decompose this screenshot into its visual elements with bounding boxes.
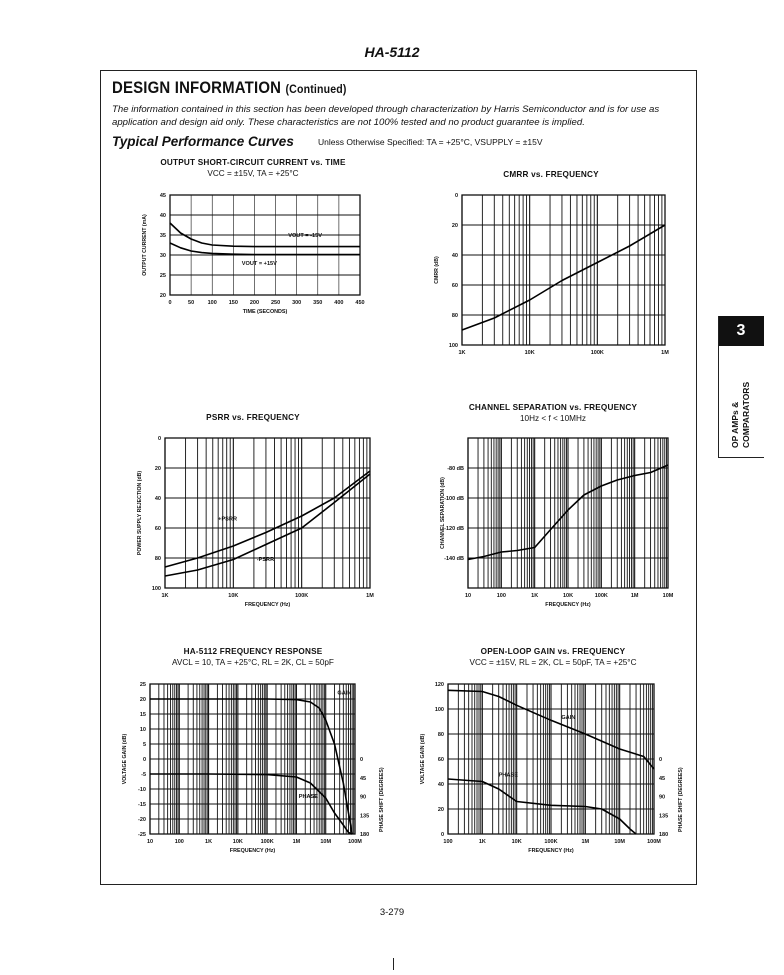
psrr-y-label: POWER SUPPLY REJECTION (dB) xyxy=(137,470,143,556)
channel-separation-y-tick-label: -140 dB xyxy=(444,556,464,562)
channel-separation-grid xyxy=(468,438,668,588)
channel-separation-x-tick-label: 1K xyxy=(531,593,539,599)
cmrr-y-tick-label: 40 xyxy=(451,253,458,259)
cmrr-series-0 xyxy=(462,225,665,330)
psrr-chart xyxy=(120,430,380,620)
channel-separation-chart xyxy=(420,430,680,615)
open-loop-x-label: FREQUENCY (Hz) xyxy=(528,848,574,854)
open-loop-y-label: VOLTAGE GAIN (dB) xyxy=(420,733,426,785)
freq-response-y2-tick-label: 0 xyxy=(360,757,364,763)
freq-response-y2-tick-label: 135 xyxy=(360,813,370,820)
channel-separation-x-tick-label: 10K xyxy=(562,593,574,599)
psrr-plot-frame xyxy=(165,438,370,588)
open-loop-x-tick-label: 1K xyxy=(478,839,486,845)
short-circuit-x-tick-label: 100 xyxy=(207,300,217,306)
open-loop-series-1 xyxy=(448,779,636,834)
short-circuit-x-label: TIME (SECONDS) xyxy=(242,309,288,315)
cmrr-y-label: CMRR (dB) xyxy=(434,256,440,284)
freq-response-grid xyxy=(150,684,355,834)
freq-response-y2-tick-label: 180 xyxy=(360,832,370,838)
psrr-series-label-0: +PSRR xyxy=(218,516,237,523)
channel-separation-x-tick-label: 100 xyxy=(496,593,506,599)
section-title-suffix: (Continued) xyxy=(285,82,347,96)
short-circuit-chart xyxy=(120,185,370,323)
chart-subtitle-open-loop: VCC = ±15V, RL = 2K, CL = 50pF, TA = +25°C xyxy=(469,658,637,667)
channel-separation-x-tick-label: 10 xyxy=(464,593,472,599)
freq-response-x-tick-label: 100 xyxy=(174,839,184,845)
psrr-y-tick-label: 20 xyxy=(154,466,161,472)
open-loop-x-tick-label: 100K xyxy=(544,839,558,845)
chart-title-short-circuit: OUTPUT SHORT-CIRCUIT CURRENT vs. TIME xyxy=(160,158,346,167)
open-loop-y-tick-label: 0 xyxy=(440,832,444,838)
freq-response-y-tick-label: -20 xyxy=(138,817,146,823)
psrr-x-tick-label: 1M xyxy=(366,593,374,599)
freq-response-x-tick-label: 100M xyxy=(348,839,362,845)
psrr-y-tick-label: 40 xyxy=(154,496,161,502)
open-loop-y2-tick-label: 135 xyxy=(659,813,669,820)
side-tab-number: 3 xyxy=(718,316,764,346)
channel-separation-y-tick-label: -100 dB xyxy=(444,496,464,502)
cmrr-plot-frame xyxy=(462,195,665,345)
freq-response-x-tick-label: 1M xyxy=(292,839,301,845)
freq-response-y-tick-label: -15 xyxy=(138,802,146,808)
channel-separation-y-tick-label: -80 dB xyxy=(447,466,464,472)
open-loop-grid xyxy=(448,684,654,834)
short-circuit-x-tick-label: 450 xyxy=(355,300,365,306)
section-title-text: DESIGN INFORMATION xyxy=(112,78,282,97)
cmrr-y-tick-label: 80 xyxy=(451,313,458,319)
freq-response-series-0 xyxy=(150,699,352,834)
psrr-x-label: FREQUENCY (Hz) xyxy=(244,602,291,608)
short-circuit-y-label: OUTPUT CURRENT (mA) xyxy=(142,214,148,276)
chart-title-freq-response: HA-5112 FREQUENCY RESPONSE xyxy=(183,647,323,656)
cmrr-x-tick-label: 1M xyxy=(661,350,669,356)
short-circuit-y-tick-label: 40 xyxy=(159,213,166,219)
psrr-y-tick-label: 80 xyxy=(154,556,161,562)
open-loop-y-tick-label: 80 xyxy=(437,732,444,738)
freq-response-y-tick-label: 20 xyxy=(139,697,146,703)
channel-separation-y-tick-label: -120 dB xyxy=(444,526,464,532)
freq-response-y2-tick-label: 90 xyxy=(360,794,367,801)
chart-title-cmrr: CMRR vs. FREQUENCY xyxy=(503,170,599,179)
channel-separation-y-label: CHANNEL SEPARATION (dB) xyxy=(440,477,446,549)
chart-title-open-loop: OPEN-LOOP GAIN vs. FREQUENCY xyxy=(480,647,626,656)
short-circuit-y-tick-label: 25 xyxy=(159,273,166,279)
page-header-title: HA-5112 xyxy=(364,44,420,60)
freq-response-y2-tick-label: 45 xyxy=(360,775,367,782)
channel-separation-x-tick-label: 10M xyxy=(662,593,674,599)
open-loop-chart xyxy=(412,676,694,868)
cmrr-grid xyxy=(462,195,665,345)
open-loop-x-tick-label: 100M xyxy=(647,839,661,845)
open-loop-x-tick-label: 1M xyxy=(581,839,590,845)
footer-mark xyxy=(393,958,394,970)
psrr-grid xyxy=(165,438,370,588)
open-loop-x-tick-label: 10M xyxy=(614,839,626,845)
freq-response-y-tick-label: -25 xyxy=(138,832,146,838)
freq-response-y-tick-label: 0 xyxy=(142,757,146,763)
psrr-y-tick-label: 60 xyxy=(154,526,161,532)
footer-page-number: 3-279 xyxy=(379,907,405,918)
chart-subtitle-channel-separation: 10Hz < f < 10MHz xyxy=(520,414,586,423)
open-loop-series-label-1: PHASE xyxy=(498,772,518,779)
freq-response-y-tick-label: -5 xyxy=(141,772,146,778)
psrr-series-0 xyxy=(165,471,370,567)
short-circuit-y-tick-label: 45 xyxy=(159,193,166,199)
psrr-x-tick-label: 1K xyxy=(161,593,169,599)
psrr-x-tick-label: 10K xyxy=(228,593,239,599)
chart-subtitle-freq-response: AVCL = 10, TA = +25°C, RL = 2K, CL = 50pF xyxy=(172,658,334,667)
cmrr-y-tick-label: 100 xyxy=(448,343,458,349)
chart-title-channel-separation: CHANNEL SEPARATION vs. FREQUENCY xyxy=(468,403,638,412)
short-circuit-grid xyxy=(170,195,360,295)
chart-title-psrr: PSRR vs. FREQUENCY xyxy=(206,413,300,422)
short-circuit-x-tick-label: 150 xyxy=(228,300,238,306)
short-circuit-x-tick-label: 50 xyxy=(188,300,195,306)
psrr-series-label-1: -PSRR xyxy=(256,557,275,563)
channel-separation-x-label: FREQUENCY (Hz) xyxy=(545,602,591,608)
short-circuit-y-tick-label: 20 xyxy=(159,293,166,299)
short-circuit-x-tick-label: 200 xyxy=(249,300,260,306)
freq-response-series-label-1: PHASE xyxy=(298,794,319,800)
freq-response-y-tick-label: 25 xyxy=(139,682,146,688)
cmrr-chart xyxy=(420,185,680,360)
short-circuit-y-tick-label: 30 xyxy=(159,253,166,259)
short-circuit-x-tick-label: 300 xyxy=(292,300,302,306)
cmrr-y-tick-label: 0 xyxy=(454,193,458,199)
freq-response-x-tick-label: 10K xyxy=(232,839,243,845)
freq-response-y-tick-label: 15 xyxy=(139,712,146,718)
cmrr-x-tick-label: 1K xyxy=(458,350,466,356)
short-circuit-x-tick-label: 250 xyxy=(270,300,281,306)
open-loop-y2-tick-label: 90 xyxy=(659,794,666,801)
open-loop-y-tick-label: 100 xyxy=(434,707,444,713)
freq-response-y-tick-label: 5 xyxy=(142,742,146,748)
freq-response-y-tick-label: -10 xyxy=(138,787,146,793)
open-loop-x-tick-label: 10K xyxy=(511,839,522,845)
freq-response-x-tick-label: 10 xyxy=(146,839,154,845)
freq-response-x-tick-label: 10M xyxy=(320,839,332,845)
short-circuit-x-tick-label: 0 xyxy=(168,300,172,306)
open-loop-y2-tick-label: 0 xyxy=(659,757,663,763)
psrr-y-tick-label: 100 xyxy=(151,586,161,592)
open-loop-series-label-0: GAIN xyxy=(561,715,576,721)
cmrr-x-tick-label: 100K xyxy=(590,350,604,356)
short-circuit-x-tick-label: 350 xyxy=(313,300,323,306)
freq-response-x-tick-label: 1K xyxy=(205,839,213,845)
cmrr-y-tick-label: 20 xyxy=(451,223,458,229)
open-loop-x-tick-label: 100 xyxy=(443,839,453,845)
short-circuit-series-1 xyxy=(170,243,360,255)
section-intro: The information contained in this section has been developed through characterization by Harris Semiconductor and is for use as application and design aid only. These characteristics are not 100% tested and no product guarantee is implied. xyxy=(112,104,660,128)
open-loop-y2-tick-label: 45 xyxy=(659,775,666,782)
freq-response-chart xyxy=(118,676,390,868)
section-title xyxy=(112,78,347,98)
short-circuit-series-label-1: VOUT = +15V xyxy=(241,261,277,267)
short-circuit-series-label-0: VOUT = -15V xyxy=(288,233,322,239)
cmrr-x-tick-label: 10K xyxy=(524,350,535,356)
open-loop-y-tick-label: 20 xyxy=(437,807,444,813)
side-tab-label xyxy=(722,348,762,452)
open-loop-y-tick-label: 120 xyxy=(434,682,444,688)
side-tab-line2: COMPARATORS xyxy=(741,381,751,448)
channel-separation-x-tick-label: 100K xyxy=(594,593,608,599)
short-circuit-plot-frame xyxy=(170,195,360,295)
open-loop-y-tick-label: 60 xyxy=(437,757,444,763)
open-loop-y-tick-label: 40 xyxy=(437,782,444,788)
psrr-y-tick-label: 0 xyxy=(157,436,161,442)
side-tab-line1: OP AMPs & xyxy=(730,401,740,448)
chart-subtitle-short-circuit: VCC = ±15V, TA = +25°C xyxy=(207,169,299,178)
freq-response-y2-label: PHASE SHIFT (DEGREES) xyxy=(379,767,385,832)
cmrr-y-tick-label: 60 xyxy=(451,283,458,289)
freq-response-x-label: FREQUENCY (Hz) xyxy=(229,848,276,854)
freq-response-y-tick-label: 10 xyxy=(139,727,146,733)
performance-heading: Typical Performance Curves xyxy=(112,134,294,149)
psrr-x-tick-label: 100K xyxy=(295,593,309,599)
short-circuit-y-tick-label: 35 xyxy=(159,233,166,239)
freq-response-x-tick-label: 100K xyxy=(260,839,274,845)
freq-response-y-label: VOLTAGE GAIN (dB) xyxy=(122,733,128,785)
channel-separation-x-tick-label: 1M xyxy=(630,593,639,599)
open-loop-y2-tick-label: 180 xyxy=(659,832,669,838)
freq-response-series-label-0: GAIN xyxy=(337,690,352,697)
open-loop-y2-label: PHASE SHIFT (DEGREES) xyxy=(678,767,684,832)
performance-conditions: Unless Otherwise Specified: TA = +25°C, VSUPPLY = ±15V xyxy=(318,137,543,147)
short-circuit-x-tick-label: 400 xyxy=(334,300,344,306)
